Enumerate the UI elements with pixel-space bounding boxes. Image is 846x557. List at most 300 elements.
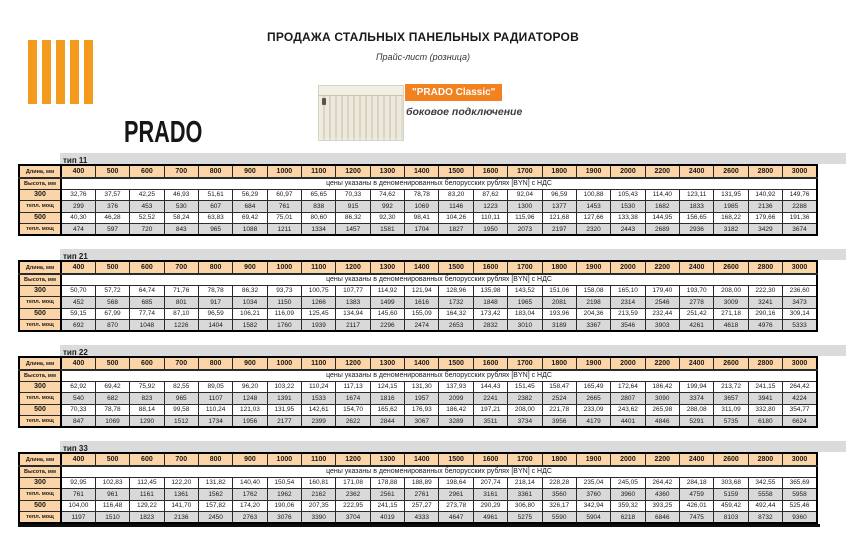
- power-cell: 2117: [336, 320, 370, 332]
- power-cell: 2832: [473, 320, 507, 332]
- price-cell: 288,08: [679, 404, 713, 416]
- price-cell: 158,08: [576, 285, 610, 297]
- power-cell: 2778: [679, 297, 713, 309]
- length-header-cell: 1100: [302, 261, 336, 274]
- power-cell: 7475: [679, 512, 713, 524]
- length-header-label: Длина, мм: [19, 165, 61, 178]
- price-cell: 134,94: [336, 308, 370, 320]
- power-cell: 2844: [370, 416, 404, 428]
- price-cell: 98,41: [405, 212, 439, 224]
- price-table: [18, 452, 818, 524]
- length-header-cell: 1400: [405, 453, 439, 466]
- price-cell: 221,78: [542, 404, 576, 416]
- row-label-cell: 300: [19, 477, 61, 489]
- power-cell: 1674: [336, 393, 370, 405]
- price-cell: 199,94: [679, 381, 713, 393]
- power-cell: 2073: [508, 224, 542, 236]
- price-cell: 243,62: [611, 404, 645, 416]
- price-cell: 303,68: [714, 477, 748, 489]
- table-title: тип 33: [63, 444, 88, 453]
- price-cell: 88,14: [130, 404, 164, 416]
- power-cell: 3289: [439, 416, 473, 428]
- currency-note-row: [19, 466, 817, 477]
- price-cell: 235,04: [576, 477, 610, 489]
- power-cell: 1069: [95, 416, 129, 428]
- bottom-rule: [18, 524, 820, 527]
- price-cell: 96,20: [233, 381, 267, 393]
- power-cell: 1404: [198, 320, 232, 332]
- price-table: [18, 260, 818, 332]
- length-header-cell: 3000: [783, 357, 817, 370]
- power-cell: 376: [95, 201, 129, 213]
- length-header-cell: 2600: [714, 453, 748, 466]
- power-cell: 1582: [233, 320, 267, 332]
- row-label-cell: тепл. мощ: [19, 489, 61, 501]
- power-cell: 2524: [542, 393, 576, 405]
- power-cell: 3560: [542, 489, 576, 501]
- price-cell: 46,28: [95, 212, 129, 224]
- price-cell: 183,04: [508, 308, 542, 320]
- row-label-cell: 300: [19, 381, 61, 393]
- price-cell: 125,45: [302, 308, 336, 320]
- currency-note-row: [19, 370, 817, 381]
- power-cell: 8732: [748, 512, 782, 524]
- price-cell: 193,70: [679, 285, 713, 297]
- price-cell: 525,46: [783, 500, 817, 512]
- power-cell: 2136: [164, 512, 198, 524]
- length-header-label: Длина, мм: [19, 357, 61, 370]
- power-cell: 2162: [302, 489, 336, 501]
- table-title: тип 21: [63, 252, 88, 261]
- price-cell: 284,18: [679, 477, 713, 489]
- row-label-cell: 300: [19, 285, 61, 297]
- power-cell: 2197: [542, 224, 576, 236]
- logo-bar: [28, 40, 37, 104]
- price-cell: 354,77: [783, 404, 817, 416]
- price-cell: 42,25: [130, 189, 164, 201]
- price-cell: 123,11: [679, 189, 713, 201]
- power-cell: 5333: [783, 320, 817, 332]
- power-cell: 1391: [267, 393, 301, 405]
- length-header-cell: 1700: [508, 165, 542, 178]
- price-cell: 164,32: [439, 308, 473, 320]
- tables-area: [18, 153, 818, 537]
- power-cell: 2382: [508, 393, 542, 405]
- length-header-cell: 600: [130, 357, 164, 370]
- power-cell: 965: [164, 393, 198, 405]
- price-cell: 89,05: [198, 381, 232, 393]
- price-cell: 131,95: [714, 189, 748, 201]
- length-header-cell: 2400: [679, 261, 713, 274]
- length-header-cell: 2200: [645, 261, 679, 274]
- price-cell: 110,11: [473, 212, 507, 224]
- length-header-cell: 400: [61, 357, 95, 370]
- price-cell: 74,62: [370, 189, 404, 201]
- power-cell: 1226: [164, 320, 198, 332]
- length-header-cell: 1500: [439, 165, 473, 178]
- length-header-row: [19, 165, 817, 178]
- price-table: [18, 164, 818, 236]
- length-header-cell: 2800: [748, 165, 782, 178]
- power-cell: 2474: [405, 320, 439, 332]
- power-cell: 4261: [679, 320, 713, 332]
- power-cell: 917: [198, 297, 232, 309]
- price-cell: 60,97: [267, 189, 301, 201]
- length-header-cell: 1600: [473, 165, 507, 178]
- power-cell: 1069: [405, 201, 439, 213]
- power-cell: 2198: [576, 297, 610, 309]
- power-cell: 2362: [336, 489, 370, 501]
- power-cell: 2241: [473, 393, 507, 405]
- price-cell: 75,92: [130, 381, 164, 393]
- price-cell: 160,81: [302, 477, 336, 489]
- price-cell: 150,54: [267, 477, 301, 489]
- power-cell: 1827: [439, 224, 473, 236]
- length-header-cell: 2800: [748, 453, 782, 466]
- power-cell: 3241: [748, 297, 782, 309]
- price-cell: 86,32: [336, 212, 370, 224]
- logo-text: PRADO: [124, 114, 203, 149]
- power-cell: 2763: [233, 512, 267, 524]
- power-cell: 453: [130, 201, 164, 213]
- price-cell: 71,76: [164, 285, 198, 297]
- price-row: [19, 500, 817, 512]
- length-header-cell: 2400: [679, 165, 713, 178]
- length-header-cell: 1900: [576, 453, 610, 466]
- price-cell: 228,28: [542, 477, 576, 489]
- power-cell: 4976: [748, 320, 782, 332]
- price-cell: 191,36: [783, 212, 817, 224]
- price-table-block: [18, 441, 818, 524]
- price-cell: 140,40: [233, 477, 267, 489]
- row-label-cell: 500: [19, 404, 61, 416]
- price-cell: 186,42: [439, 404, 473, 416]
- power-cell: 3390: [302, 512, 336, 524]
- power-cell: 1833: [679, 201, 713, 213]
- price-cell: 92,95: [61, 477, 95, 489]
- price-cell: 92,30: [370, 212, 404, 224]
- price-cell: 121,68: [542, 212, 576, 224]
- power-cell: 2761: [405, 489, 439, 501]
- row-label-cell: 500: [19, 500, 61, 512]
- price-cell: 141,70: [164, 500, 198, 512]
- price-cell: 222,30: [748, 285, 782, 297]
- price-cell: 75,01: [267, 212, 301, 224]
- price-cell: 135,98: [473, 285, 507, 297]
- price-cell: 100,88: [576, 189, 610, 201]
- price-cell: 129,22: [130, 500, 164, 512]
- product-connection-note: боковое подключение: [406, 106, 523, 118]
- currency-note-row: [19, 274, 817, 285]
- row-label-cell: тепл. мощ: [19, 320, 61, 332]
- length-header-row: [19, 261, 817, 274]
- price-cell: 65,65: [302, 189, 336, 201]
- price-cell: 190,06: [267, 500, 301, 512]
- power-cell: 692: [61, 320, 95, 332]
- power-cell: 720: [130, 224, 164, 236]
- power-cell: 1088: [233, 224, 267, 236]
- length-header-cell: 1600: [473, 261, 507, 274]
- power-cell: 474: [61, 224, 95, 236]
- currency-note-cell: цены указаны в деноменированных белорусских рублях [BYN] с НДС: [61, 178, 817, 189]
- price-cell: 114,92: [370, 285, 404, 297]
- price-cell: 492,44: [748, 500, 782, 512]
- power-cell: 2081: [542, 297, 576, 309]
- logo-bar: [84, 40, 93, 104]
- power-cell: 5291: [679, 416, 713, 428]
- price-cell: 69,42: [95, 381, 129, 393]
- price-cell: 40,30: [61, 212, 95, 224]
- row-label-cell: тепл. мощ: [19, 393, 61, 405]
- price-row: [19, 189, 817, 201]
- radiator-top-grille: [319, 86, 403, 96]
- length-header-cell: 1500: [439, 261, 473, 274]
- power-cell: 4179: [576, 416, 610, 428]
- power-cell: 1533: [302, 393, 336, 405]
- power-cell: 6180: [748, 416, 782, 428]
- power-cell: 9360: [783, 512, 817, 524]
- price-cell: 128,96: [439, 285, 473, 297]
- currency-note-cell: цены указаны в деноменированных белорусских рублях [BYN] с НДС: [61, 370, 817, 381]
- price-cell: 58,24: [164, 212, 198, 224]
- length-header-cell: 2000: [611, 261, 645, 274]
- price-cell: 273,78: [439, 500, 473, 512]
- length-header-cell: 800: [198, 165, 232, 178]
- power-cell: 3956: [542, 416, 576, 428]
- power-cell: 5735: [714, 416, 748, 428]
- power-cell: 1939: [302, 320, 336, 332]
- price-cell: 32,76: [61, 189, 95, 201]
- power-cell: 530: [164, 201, 198, 213]
- length-header-cell: 1100: [302, 165, 336, 178]
- power-cell: 761: [267, 201, 301, 213]
- price-cell: 116,09: [267, 308, 301, 320]
- length-header-label: Длина, мм: [19, 261, 61, 274]
- price-cell: 78,78: [95, 404, 129, 416]
- price-cell: 121,94: [405, 285, 439, 297]
- price-table-block: [18, 153, 818, 236]
- price-cell: 271,18: [714, 308, 748, 320]
- power-cell: 3674: [783, 224, 817, 236]
- power-cell: 3760: [576, 489, 610, 501]
- price-cell: 96,59: [198, 308, 232, 320]
- power-cell: 1823: [130, 512, 164, 524]
- price-cell: 179,66: [748, 212, 782, 224]
- table-title-band: [60, 249, 846, 260]
- power-cell: 801: [164, 297, 198, 309]
- price-cell: 311,09: [714, 404, 748, 416]
- length-header-cell: 400: [61, 453, 95, 466]
- price-cell: 77,74: [130, 308, 164, 320]
- length-header-cell: 2400: [679, 453, 713, 466]
- power-cell: 1377: [542, 201, 576, 213]
- length-header-cell: 700: [164, 261, 198, 274]
- power-cell: 1816: [370, 393, 404, 405]
- price-cell: 188,89: [405, 477, 439, 489]
- price-cell: 165,62: [370, 404, 404, 416]
- length-header-cell: 800: [198, 453, 232, 466]
- power-cell: 3704: [336, 512, 370, 524]
- price-cell: 50,70: [61, 285, 95, 297]
- price-cell: 124,15: [370, 381, 404, 393]
- price-cell: 117,13: [336, 381, 370, 393]
- price-cell: 197,21: [473, 404, 507, 416]
- power-cell: 2296: [370, 320, 404, 332]
- price-cell: 116,48: [95, 500, 129, 512]
- price-cell: 426,01: [679, 500, 713, 512]
- length-header-cell: 1800: [542, 357, 576, 370]
- price-cell: 99,58: [164, 404, 198, 416]
- price-cell: 213,72: [714, 381, 748, 393]
- power-cell: 992: [370, 201, 404, 213]
- length-header-cell: 1500: [439, 453, 473, 466]
- length-header-cell: 1000: [267, 357, 301, 370]
- length-header-cell: 900: [233, 261, 267, 274]
- height-header-label: Высота, мм: [19, 466, 61, 477]
- power-cell: 761: [61, 489, 95, 501]
- price-cell: 359,32: [611, 500, 645, 512]
- length-header-cell: 1200: [336, 165, 370, 178]
- price-cell: 222,95: [336, 500, 370, 512]
- power-cell: 3361: [508, 489, 542, 501]
- power-cell: 4618: [714, 320, 748, 332]
- length-header-cell: 1900: [576, 165, 610, 178]
- price-row: [19, 404, 817, 416]
- power-cell: 3903: [645, 320, 679, 332]
- price-cell: 157,82: [198, 500, 232, 512]
- length-header-cell: 1300: [370, 261, 404, 274]
- length-header-row: [19, 453, 817, 466]
- price-cell: 459,42: [714, 500, 748, 512]
- power-cell: 568: [95, 297, 129, 309]
- power-cell: 847: [61, 416, 95, 428]
- logo-bars-icon: [28, 40, 93, 104]
- price-cell: 264,42: [783, 381, 817, 393]
- table-title-band: [60, 153, 846, 164]
- price-row: [19, 381, 817, 393]
- price-cell: 154,70: [336, 404, 370, 416]
- power-cell: 1146: [439, 201, 473, 213]
- price-cell: 155,09: [405, 308, 439, 320]
- price-cell: 69,42: [233, 212, 267, 224]
- price-table-block: [18, 345, 818, 428]
- power-cell: 8103: [714, 512, 748, 524]
- power-cell: 3511: [473, 416, 507, 428]
- power-cell: 685: [130, 297, 164, 309]
- price-cell: 87,10: [164, 308, 198, 320]
- price-cell: 241,15: [370, 500, 404, 512]
- price-cell: 151,06: [542, 285, 576, 297]
- power-row: [19, 297, 817, 309]
- price-cell: 393,25: [645, 500, 679, 512]
- price-cell: 131,95: [267, 404, 301, 416]
- power-cell: 3182: [714, 224, 748, 236]
- length-header-cell: 1200: [336, 261, 370, 274]
- price-cell: 213,59: [611, 308, 645, 320]
- row-label-cell: тепл. мощ: [19, 297, 61, 309]
- power-row: [19, 512, 817, 524]
- price-cell: 78,78: [405, 189, 439, 201]
- price-cell: 158,47: [542, 381, 576, 393]
- price-cell: 131,30: [405, 381, 439, 393]
- product-badge: "PRADO Classic": [405, 84, 502, 101]
- price-cell: 122,20: [164, 477, 198, 489]
- power-cell: 540: [61, 393, 95, 405]
- currency-note-cell: цены указаны в деноменированных белорусских рублях [BYN] с НДС: [61, 274, 817, 285]
- price-row: [19, 477, 817, 489]
- page-subtitle: Прайс-лист (розница): [376, 52, 470, 62]
- price-row: [19, 212, 817, 224]
- length-header-cell: 1800: [542, 261, 576, 274]
- page-title: ПРОДАЖА СТАЛЬНЫХ ПАНЕЛЬНЫХ РАДИАТОРОВ: [267, 30, 579, 44]
- price-cell: 365,69: [783, 477, 817, 489]
- length-header-cell: 2000: [611, 357, 645, 370]
- length-header-cell: 1900: [576, 261, 610, 274]
- price-cell: 232,44: [645, 308, 679, 320]
- power-cell: 3657: [714, 393, 748, 405]
- power-cell: 3010: [508, 320, 542, 332]
- power-cell: 2546: [645, 297, 679, 309]
- length-header-cell: 1100: [302, 453, 336, 466]
- row-label-cell: тепл. мощ: [19, 416, 61, 428]
- price-table: [18, 356, 818, 428]
- power-cell: 6624: [783, 416, 817, 428]
- power-cell: 1266: [302, 297, 336, 309]
- power-cell: 1530: [611, 201, 645, 213]
- price-row: [19, 308, 817, 320]
- power-cell: 1956: [233, 416, 267, 428]
- price-cell: 137,93: [439, 381, 473, 393]
- power-cell: 2399: [302, 416, 336, 428]
- length-header-cell: 600: [130, 165, 164, 178]
- price-cell: 62,92: [61, 381, 95, 393]
- power-cell: 1512: [164, 416, 198, 428]
- power-cell: 1499: [370, 297, 404, 309]
- power-cell: 2443: [611, 224, 645, 236]
- power-cell: 1704: [405, 224, 439, 236]
- power-cell: 838: [302, 201, 336, 213]
- price-cell: 233,09: [576, 404, 610, 416]
- power-cell: 2807: [611, 393, 645, 405]
- power-cell: 1453: [576, 201, 610, 213]
- power-cell: 1107: [198, 393, 232, 405]
- length-header-cell: 500: [95, 165, 129, 178]
- power-cell: 1957: [405, 393, 439, 405]
- power-cell: 1161: [130, 489, 164, 501]
- power-cell: 1248: [233, 393, 267, 405]
- price-cell: 112,45: [130, 477, 164, 489]
- price-cell: 245,05: [611, 477, 645, 489]
- power-cell: 3090: [645, 393, 679, 405]
- length-header-cell: 1100: [302, 357, 336, 370]
- length-header-cell: 2200: [645, 453, 679, 466]
- power-cell: 1848: [473, 297, 507, 309]
- length-header-cell: 1600: [473, 453, 507, 466]
- length-header-cell: 2600: [714, 165, 748, 178]
- price-cell: 96,59: [542, 189, 576, 201]
- power-cell: 2314: [611, 297, 645, 309]
- price-cell: 168,22: [714, 212, 748, 224]
- price-cell: 100,75: [302, 285, 336, 297]
- price-cell: 104,00: [61, 500, 95, 512]
- power-cell: 1150: [267, 297, 301, 309]
- length-header-cell: 1000: [267, 261, 301, 274]
- logo-bar: [70, 40, 79, 104]
- power-cell: 1682: [645, 201, 679, 213]
- row-label-cell: тепл. мощ: [19, 512, 61, 524]
- price-cell: 56,29: [233, 189, 267, 201]
- power-cell: 5558: [748, 489, 782, 501]
